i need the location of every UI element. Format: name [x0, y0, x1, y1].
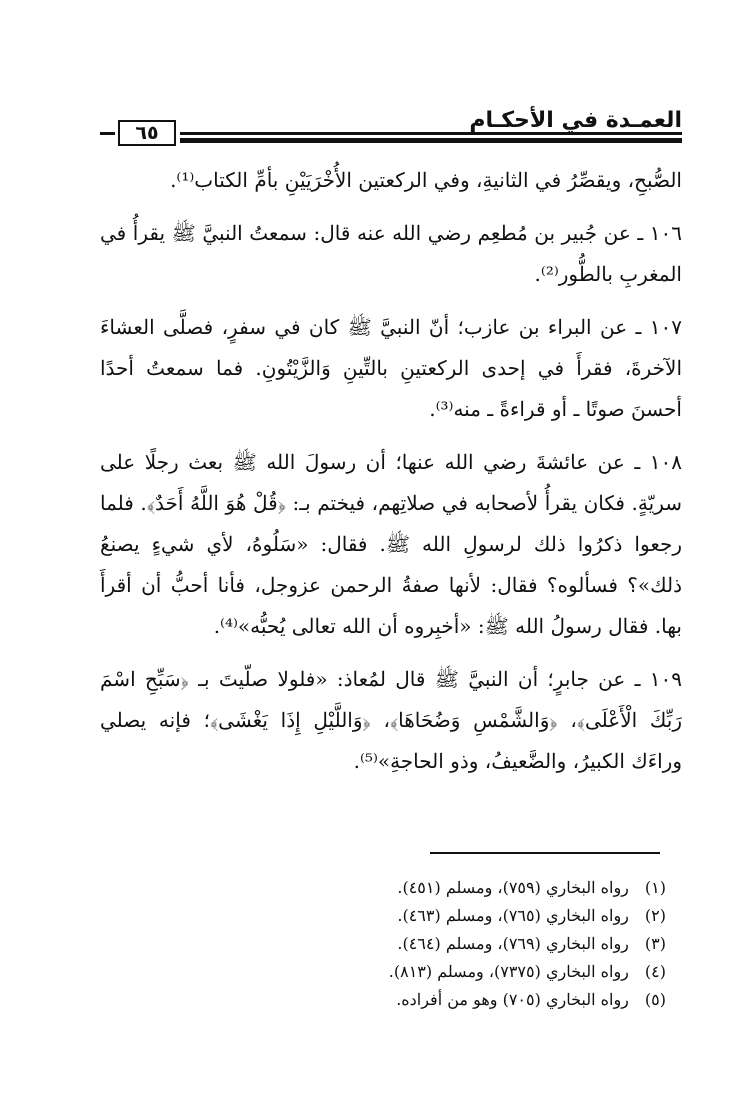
- footnote-text: رواه البخاري (٧٦٩)، ومسلم (٤٦٤).: [397, 934, 629, 953]
- footnote-marker: (١): [644, 878, 666, 897]
- footnotes: [100, 874, 666, 1014]
- running-title: العمـدة في الأحكـام: [469, 108, 682, 133]
- footnote-text: رواه البخاري (٧٥٩)، ومسلم (٤٥١).: [397, 878, 629, 897]
- footnote-marker: (٣): [644, 934, 666, 953]
- footnote-separator: [430, 852, 660, 854]
- footnote-text: رواه البخاري (٧٠٥) وهو من أفراده.: [396, 990, 629, 1009]
- footnote-marker: (٤): [644, 962, 666, 981]
- hadith-107: ١٠٧ ـ عن البراء بن عازب؛ أنّ النبيَّ ﷺ كان في سفرٍ، فصلَّى العشاءَ الآخرةَ، فقرأَ في إحدى الركعتينِ بالتِّينِ وَالزَّيْتُونِ. فما سمعتُ أحدًا أحسنَ صوتًا ـ أو قراءةً ـ منه⁽³⁾.: [100, 315, 682, 421]
- page-header: [100, 108, 682, 154]
- footnote-marker: (٢): [644, 906, 666, 925]
- footnote-5: [100, 986, 666, 1014]
- footnote-marker: (٥): [644, 990, 666, 1009]
- paragraph-continuation: الصُّبحِ، ويقصِّرُ في الثانيةِ، وفي الركعتين الأُخْرَيَيْنِ بأمِّ الكتاب⁽¹⁾.: [170, 168, 682, 192]
- main-text: [100, 160, 682, 794]
- header-rule-thick: [180, 138, 682, 143]
- footnote-text: رواه البخاري (٧٦٥)، ومسلم (٤٦٣).: [397, 906, 629, 925]
- page-number-rule: [100, 132, 115, 135]
- hadith-109: ١٠٩ ـ عن جابرٍ؛ أن النبيَّ ﷺ قال لمُعاذ: «فلولا صلّيتَ بـ ﴿سَبِّحِ اسْمَ رَبِّكَ الْأَعْلَى﴾، ﴿وَالشَّمْسِ وَضُحَاهَا﴾، ﴿وَاللَّيْلِ إِذَا يَغْشَى﴾؛ فإنه يصلي وراءَك الكبيرُ، والضَّعيفُ، وذو الحاجةِ»⁽⁵⁾.: [100, 667, 682, 773]
- hadith-108: ١٠٨ ـ عن عائشةَ رضي الله عنها؛ أن رسولَ الله ﷺ بعث رجلًا على سريّةٍ. فكان يقرأُ لأصحابه في صلاتِهم، فيختم بـ: ﴿قُلْ هُوَ اللَّهُ أَحَدٌ﴾. فلما رجعوا ذكرُوا ذلك لرسولِ الله ﷺ. فقال: «سَلُوهُ، لأي شيءٍ يصنعُ ذلك»؟ فسألوه؟ فقال: لأنها صفةُ الرحمن عزوجل، فأنا أحبُّ أن أقرأَ بها. فقال رسولُ الله ﷺ: «أخبِروه أن الله تعالى يُحبُّه»⁽⁴⁾.: [100, 450, 682, 638]
- footnote-2: [100, 902, 666, 930]
- footnote-text: رواه البخاري (٧٣٧٥)، ومسلم (٨١٣).: [388, 962, 629, 981]
- footnote-3: [100, 930, 666, 958]
- hadith-106: ١٠٦ ـ عن جُبير بن مُطعِم رضي الله عنه قال: سمعتُ النبيَّ ﷺ يقرأُ في المغربِ بالطُّور⁽²⁾.: [100, 221, 682, 286]
- footnote-1: [100, 874, 666, 902]
- footnote-4: [100, 958, 666, 986]
- page-number: ٦٥: [118, 120, 176, 146]
